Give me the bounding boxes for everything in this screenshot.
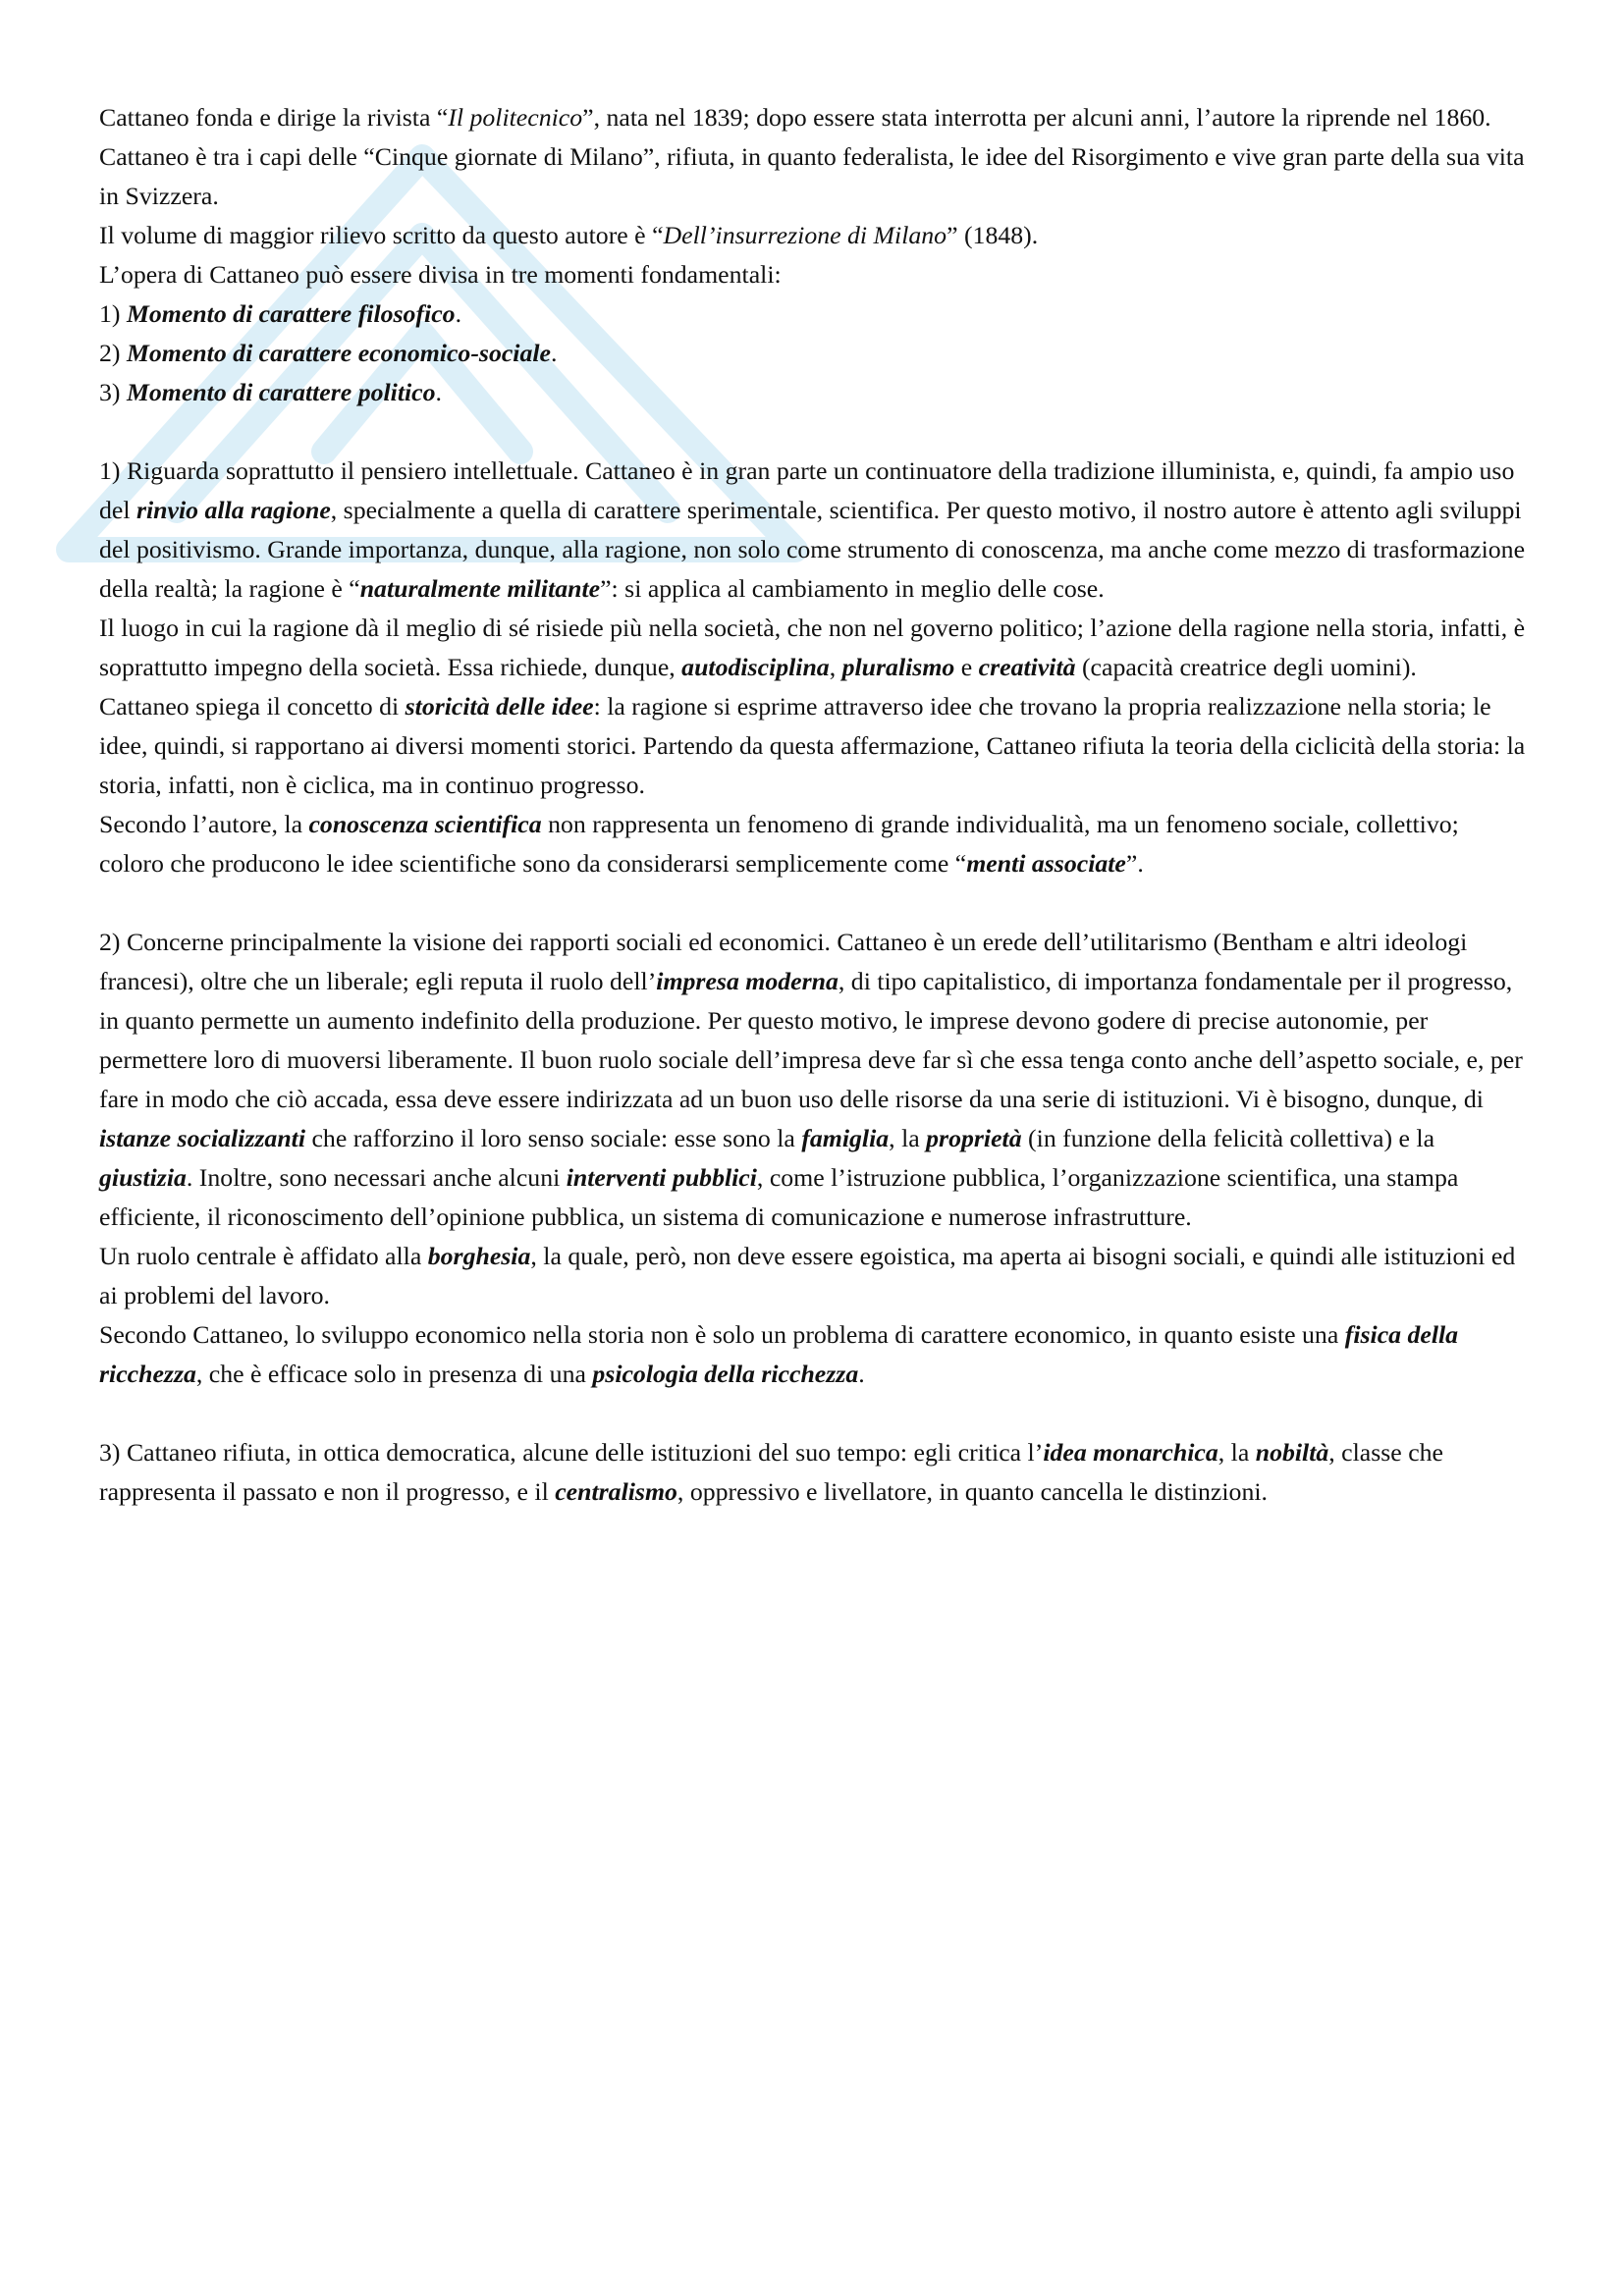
section-gap [99,412,1528,452]
section3-paragraph-1: 3) Cattaneo rifiuta, in ottica democratica, alcune delle istituzioni del suo tempo: egli critica l’idea monarchica, la nobiltà, classe che rappresenta il passato e non il progresso, e il centralismo, oppressivo e livellatore, in quanto cancella le distinzioni. [99,1438,1444,1506]
section-gap [99,883,1528,923]
section1-paragraph-4: Secondo l’autore, la conoscenza scientifica non rappresenta un fenomeno di grande individualità, ma un fenomeno sociale, collettivo; coloro che producono le idee scientifiche sono da considerarsi semplicemente come “menti associate”. [99,810,1459,878]
document-page [99,98,1528,1512]
list-item-1: 1) Momento di carattere filosofico. [99,299,462,328]
section-gap [99,1394,1528,1433]
section2-paragraph-2: Un ruolo centrale è affidato alla borghesia, la quale, però, non deve essere egoistica, ma aperta ai bisogni sociali, e quindi alle istituzioni ed ai problemi del lavoro. [99,1242,1516,1309]
intro-paragraph-1: Cattaneo fonda e dirige la rivista “Il politecnico”, nata nel 1839; dopo essere stata interrotta per alcuni anni, l’autore la riprende nel 1860. [99,103,1491,132]
section2-paragraph-3: Secondo Cattaneo, lo sviluppo economico nella storia non è solo un problema di carattere economico, in quanto esiste una fisica della ricchezza, che è efficace solo in presenza di una psicologia della ricchezza. [99,1320,1459,1388]
section1-paragraph-2: Il luogo in cui la ragione dà il meglio di sé risiede più nella società, che non nel governo politico; l’azione della ragione nella storia, infatti, è soprattutto impegno della società. Essa richiede, dunque, autodisciplina, pluralismo e creatività (capacità creatrice degli uomini). [99,614,1526,681]
journal-title: Il politecnico [448,103,583,132]
section1-paragraph-1: 1) Riguarda soprattutto il pensiero intellettuale. Cattaneo è in gran parte un continuatore della tradizione illuminista, e, quindi, fa ampio uso del rinvio alla ragione, specialmente a quella di carattere sperimentale, scientifica. Per questo motivo, il nostro autore è attento agli sviluppi del positivismo. Grande importanza, dunque, alla ragione, non solo come strumento di conoscenza, ma anche come mezzo di trasformazione della realtà; la ragione è “naturalmente militante”: si applica al cambiamento in meglio delle cose. [99,456,1526,603]
book-title: Dell’insurrezione di Milano [663,221,947,249]
section2-paragraph-1: 2) Concerne principalmente la visione dei rapporti sociali ed economici. Cattaneo è un erede dell’utilitarismo (Bentham e altri ideologi francesi), oltre che un liberale; egli reputa il ruolo dell’impresa moderna, di tipo capitalistico, di importanza fondamentale per il progresso, in quanto permette un aumento indefinito della produzione. Per questo motivo, le imprese devono godere di precise autonomie, per permettere loro di muoversi liberamente. Il buon ruolo sociale dell’impresa deve far sì che essa tenga conto anche dell’aspetto sociale, e, per fare in modo che ciò accada, essa deve essere indirizzata ad un buon uso delle risorse da una serie di istituzioni. Vi è bisogno, dunque, di istanze socializzanti che rafforzino il loro senso sociale: esse sono la famiglia, la proprietà (in funzione della felicità collettiva) e la giustizia. Inoltre, sono necessari anche alcuni interventi pubblici, come l’istruzione pubblica, l’organizzazione scientifica, una stampa efficiente, il riconoscimento dell’opinione pubblica, un sistema di comunicazione e numerose infrastrutture. [99,928,1523,1231]
list-item-2: 2) Momento di carattere economico-sociale. [99,339,558,367]
list-item-3: 3) Momento di carattere politico. [99,378,442,406]
section1-paragraph-3: Cattaneo spiega il concetto di storicità delle idee: la ragione si esprime attraverso idee che trovano la propria realizzazione nella storia; le idee, quindi, si rapportano ai diversi momenti storici. Partendo da questa affermazione, Cattaneo rifiuta la teoria della ciclicità della storia: la storia, infatti, non è ciclica, ma in continuo progresso. [99,692,1526,799]
intro-paragraph-3: Il volume di maggior rilievo scritto da questo autore è “Dell’insurrezione di Milano” (1848). [99,221,1039,249]
intro-paragraph-2: Cattaneo è tra i capi delle “Cinque giornate di Milano”, rifiuta, in quanto federalista, le idee del Risorgimento e vive gran parte della sua vita in Svizzera. [99,142,1525,210]
intro-paragraph-4: L’opera di Cattaneo può essere divisa in tre momenti fondamentali: [99,260,782,289]
